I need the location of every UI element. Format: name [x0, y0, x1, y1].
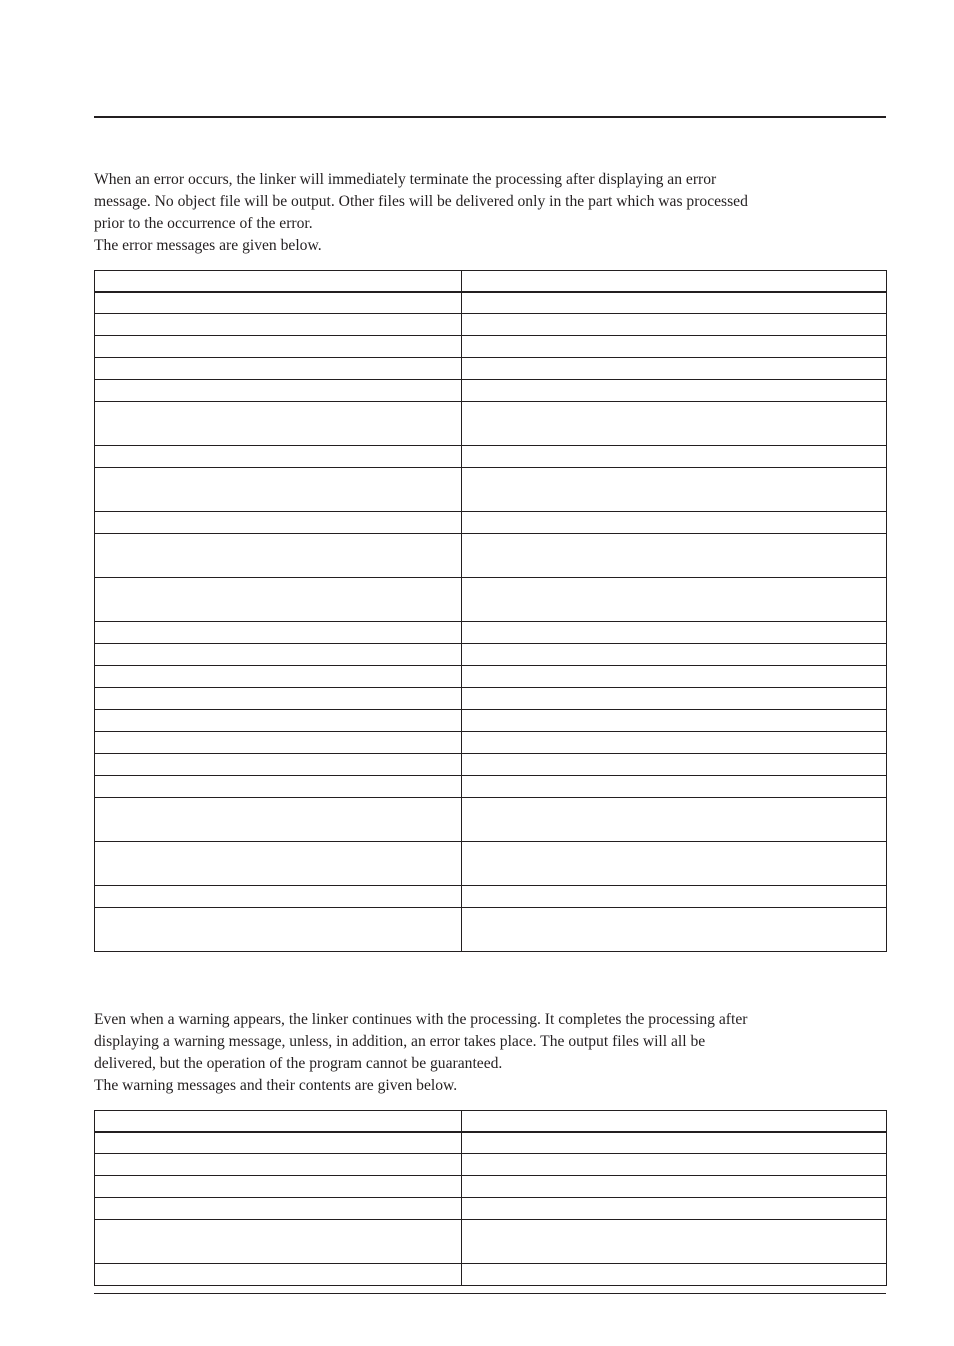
table-row	[95, 798, 887, 842]
message-cell	[95, 776, 462, 798]
table-row	[95, 358, 887, 380]
table-row	[95, 446, 887, 468]
header-rule	[94, 116, 886, 118]
description-cell	[462, 512, 887, 534]
description-cell	[462, 468, 887, 512]
description-cell	[462, 688, 887, 710]
message-cell	[95, 666, 462, 688]
message-cell	[95, 798, 462, 842]
table-row	[95, 534, 887, 578]
table-row	[95, 842, 887, 886]
warnings-intro-line: Even when a warning appears, the linker continues with the processing. It completes the processing after	[94, 1011, 748, 1028]
message-cell	[95, 534, 462, 578]
message-cell	[95, 1220, 462, 1264]
message-cell	[95, 1198, 462, 1220]
message-cell	[95, 842, 462, 886]
table-row	[95, 908, 887, 952]
warning-messages-table	[94, 1110, 887, 1286]
table-row	[95, 644, 887, 666]
message-cell	[95, 908, 462, 952]
message-cell	[95, 358, 462, 380]
description-cell	[462, 710, 887, 732]
message-cell	[95, 1176, 462, 1198]
description-cell	[462, 798, 887, 842]
table-row	[95, 732, 887, 754]
message-cell	[95, 688, 462, 710]
message-cell	[95, 314, 462, 336]
errors-intro-line: When an error occurs, the linker will immediately terminate the processing after displaying an error	[94, 171, 717, 188]
description-cell	[462, 842, 887, 886]
message-cell	[95, 754, 462, 776]
table-row	[95, 776, 887, 798]
errors-intro-paragraph	[94, 169, 886, 257]
errors-intro-line: prior to the occurrence of the error.	[94, 215, 313, 232]
table-row	[95, 402, 887, 446]
description-cell	[462, 644, 887, 666]
table-row	[95, 292, 887, 314]
table-row	[95, 468, 887, 512]
table-row	[95, 1220, 887, 1264]
table-row	[95, 512, 887, 534]
footer-rule	[94, 1293, 886, 1294]
errors-intro-line: message. No object file will be output. Other files will be delivered only in the part which was processed	[94, 193, 748, 210]
message-cell	[95, 1132, 462, 1154]
description-cell	[462, 578, 887, 622]
description-cell	[462, 622, 887, 644]
table-row	[95, 622, 887, 644]
description-cell	[462, 1111, 887, 1132]
message-cell	[95, 578, 462, 622]
errors-intro-line: The error messages are given below.	[94, 237, 322, 254]
table-row	[95, 1154, 887, 1176]
message-cell	[95, 468, 462, 512]
description-cell	[462, 1220, 887, 1264]
table-row	[95, 666, 887, 688]
message-cell	[95, 512, 462, 534]
table-row	[95, 314, 887, 336]
message-cell	[95, 732, 462, 754]
message-cell	[95, 886, 462, 908]
description-cell	[462, 402, 887, 446]
description-cell	[462, 1264, 887, 1286]
description-cell	[462, 446, 887, 468]
warnings-intro-line: The warning messages and their contents are given below.	[94, 1077, 458, 1094]
description-cell	[462, 1132, 887, 1154]
message-cell	[95, 402, 462, 446]
description-cell	[462, 1198, 887, 1220]
description-cell	[462, 292, 887, 314]
description-cell	[462, 732, 887, 754]
error-messages-table	[94, 270, 887, 952]
message-cell	[95, 380, 462, 402]
table-row	[95, 754, 887, 776]
description-cell	[462, 908, 887, 952]
description-cell	[462, 754, 887, 776]
table-row	[95, 1198, 887, 1220]
description-cell	[462, 666, 887, 688]
table-row	[95, 1132, 887, 1154]
table-row	[95, 886, 887, 908]
message-cell	[95, 336, 462, 358]
message-cell	[95, 1111, 462, 1132]
description-cell	[462, 776, 887, 798]
description-cell	[462, 271, 887, 292]
description-cell	[462, 1176, 887, 1198]
table-row	[95, 380, 887, 402]
description-cell	[462, 534, 887, 578]
description-cell	[462, 1154, 887, 1176]
description-cell	[462, 314, 887, 336]
description-cell	[462, 886, 887, 908]
message-cell	[95, 1154, 462, 1176]
warnings-intro-paragraph	[94, 1009, 886, 1097]
table-row	[95, 336, 887, 358]
table-row	[95, 710, 887, 732]
message-cell	[95, 644, 462, 666]
message-cell	[95, 446, 462, 468]
table-row	[95, 578, 887, 622]
description-cell	[462, 336, 887, 358]
message-cell	[95, 292, 462, 314]
message-cell	[95, 1264, 462, 1286]
table-header-row	[95, 1111, 887, 1132]
table-header-row	[95, 271, 887, 292]
message-cell	[95, 271, 462, 292]
warnings-intro-line: displaying a warning message, unless, in addition, an error takes place. The output files will all be	[94, 1033, 706, 1050]
table-row	[95, 1176, 887, 1198]
warnings-intro-line: delivered, but the operation of the program cannot be guaranteed.	[94, 1055, 503, 1072]
message-cell	[95, 710, 462, 732]
table-row	[95, 688, 887, 710]
description-cell	[462, 380, 887, 402]
table-row	[95, 1264, 887, 1286]
message-cell	[95, 622, 462, 644]
description-cell	[462, 358, 887, 380]
